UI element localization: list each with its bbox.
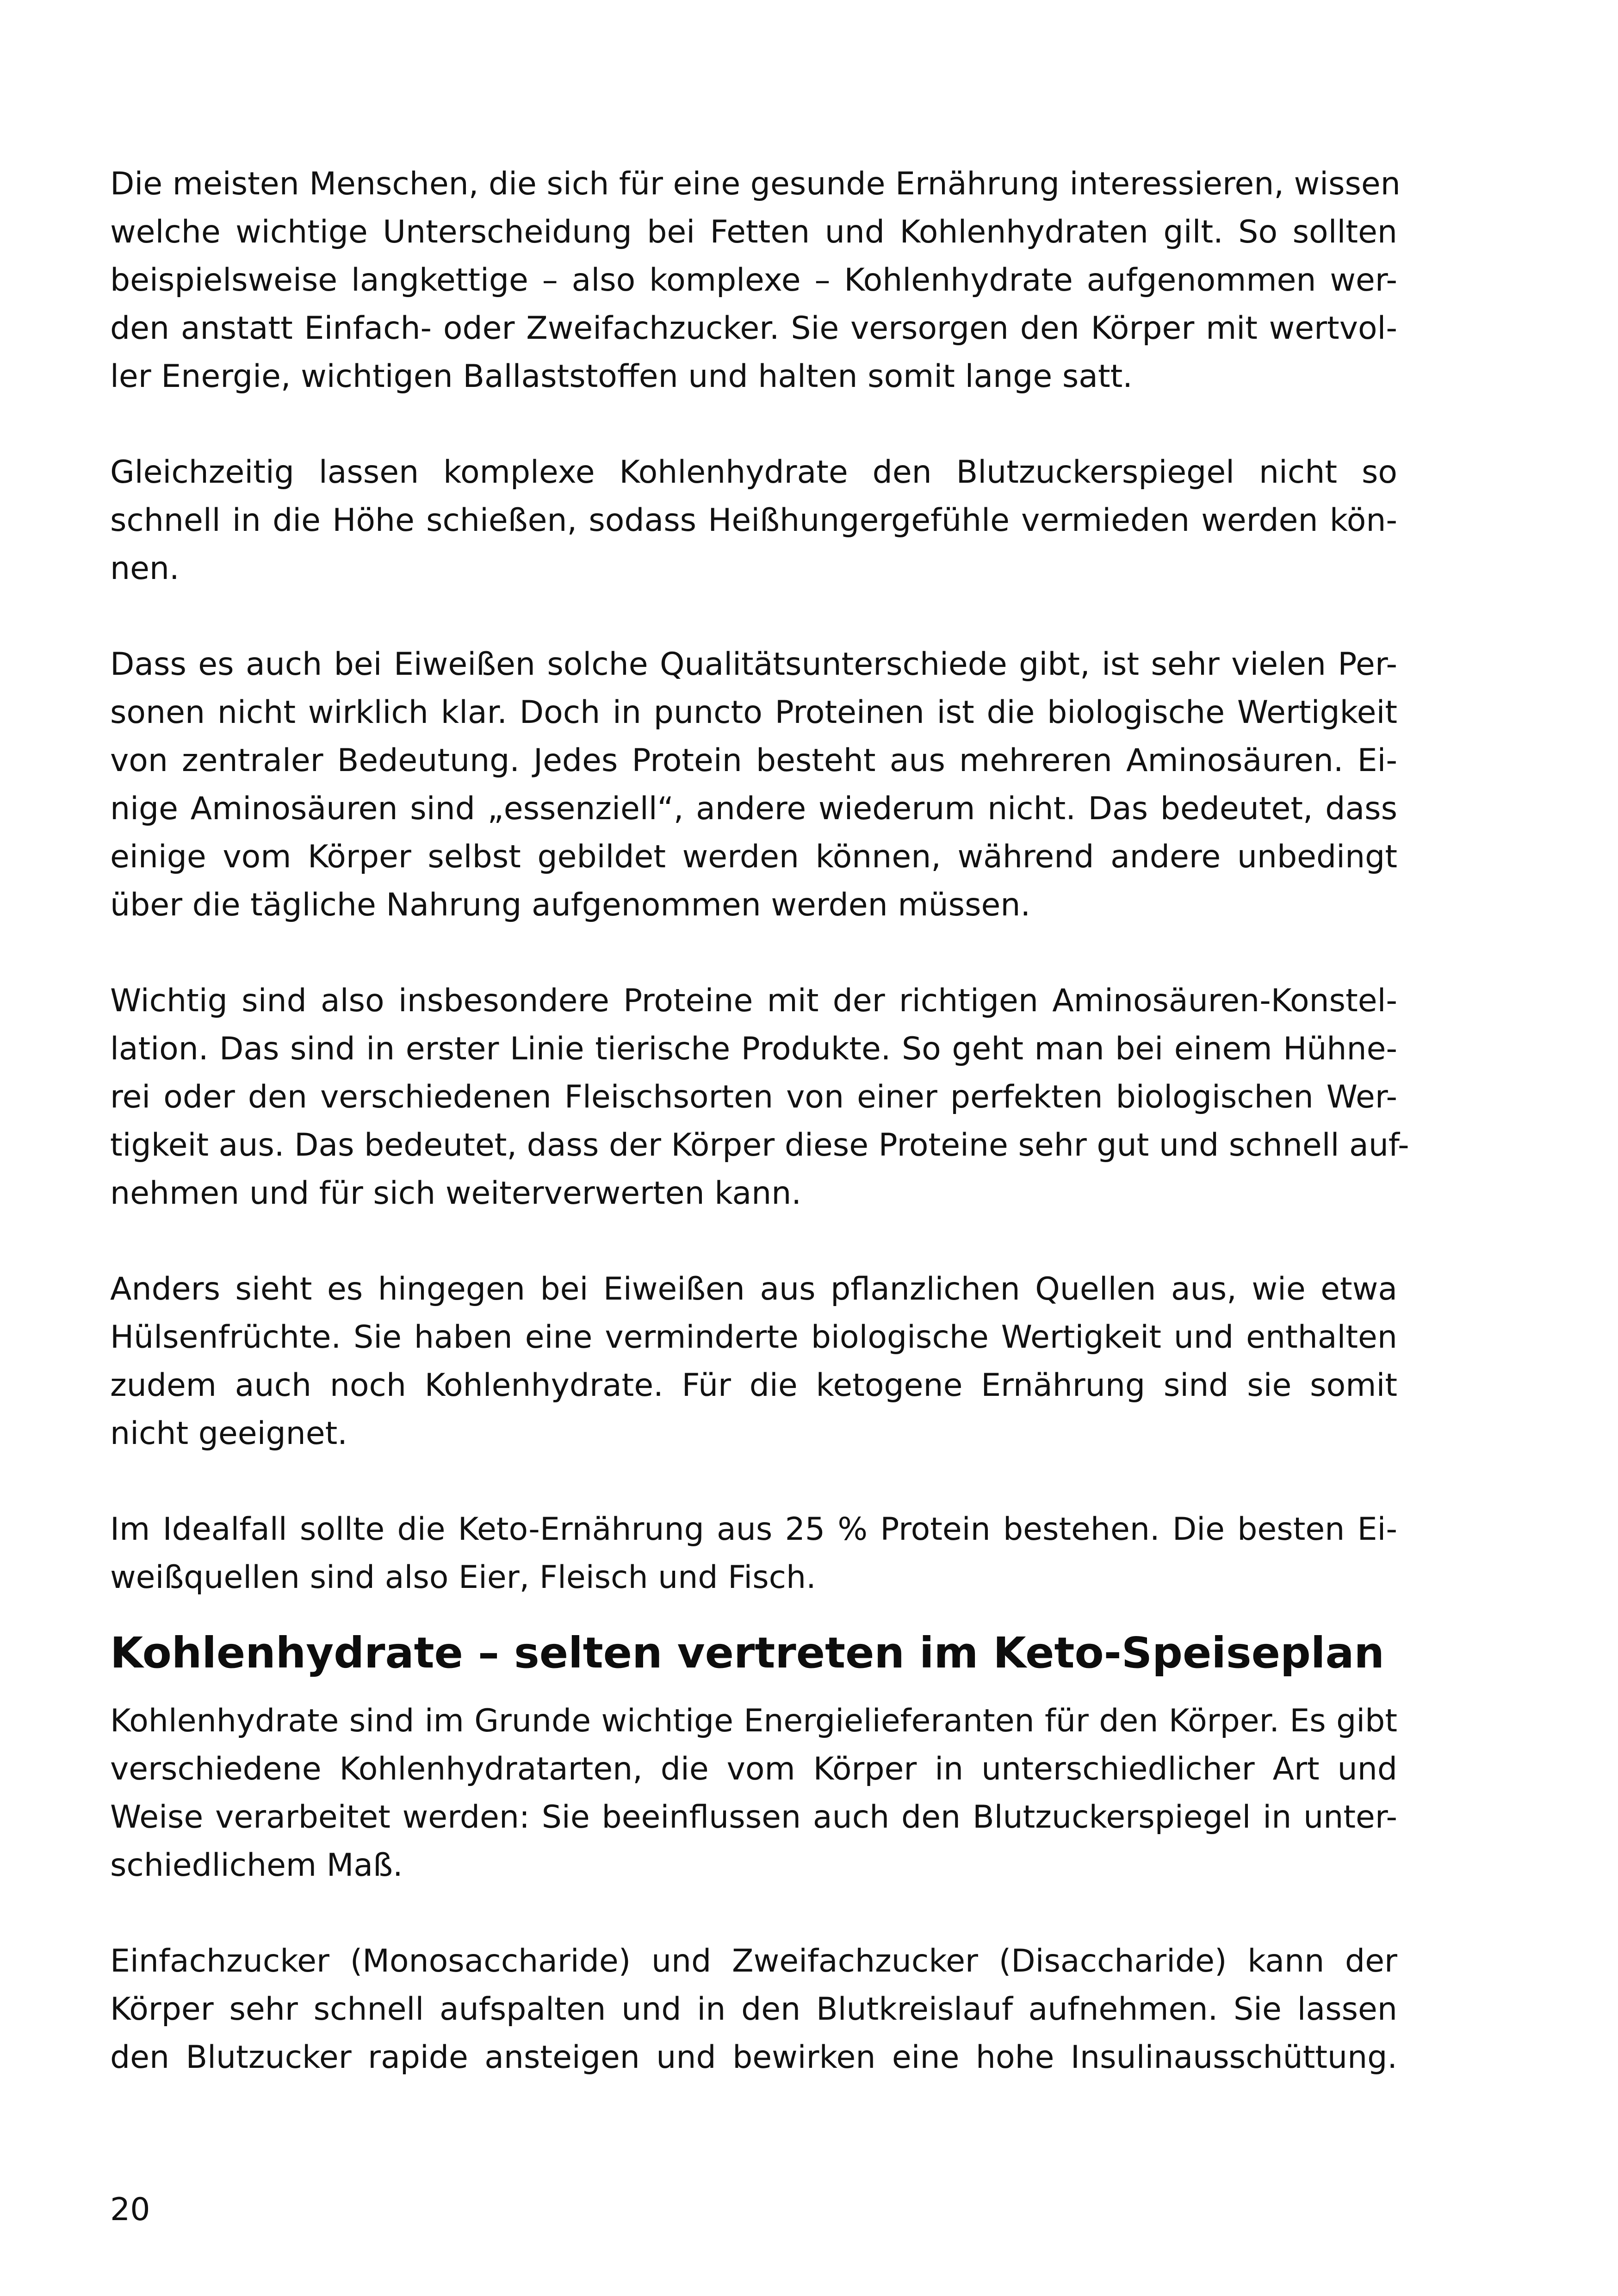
page-content	[110, 160, 1409, 2129]
text-line: Weise verarbeitet werden: Sie beeinflussen auch den Blutzuckerspiegel in unter-	[110, 1799, 1397, 1836]
text-line: Körper sehr schnell aufspalten und in den Blutkreislauf aufnehmen. Sie lassen	[110, 1991, 1397, 2028]
text-line: lation. Das sind in erster Linie tierische Produkte. So geht man bei einem Hühne-	[110, 1031, 1397, 1067]
text-line: nicht geeignet.	[110, 1415, 347, 1452]
text-line: von zentraler Bedeutung. Jedes Protein besteht aus mehreren Aminosäuren. Ei-	[110, 742, 1397, 779]
text-line: nehmen und für sich weiterverwerten kann.	[110, 1175, 801, 1212]
page-number: 20	[110, 2191, 150, 2228]
paragraph-3	[110, 641, 1397, 929]
text-line: Gleichzeitig lassen komplexe Kohlenhydrate den Blutzuckerspiegel nicht so	[110, 454, 1397, 491]
text-line: Wichtig sind also insbesondere Proteine mit der richtigen Aminosäuren-Konstel-	[110, 983, 1397, 1019]
text-line: den Blutzucker rapide ansteigen und bewirken eine hohe Insulinausschüttung.	[110, 2039, 1397, 2076]
paragraph-2	[110, 448, 1397, 593]
text-line: beispielsweise langkettige – also komplexe – Kohlenhydrate aufgenommen wer-	[110, 262, 1397, 299]
text-line: tigkeit aus. Das bedeutet, dass der Körper diese Proteine sehr gut und schnell auf-	[110, 1127, 1409, 1164]
paragraph-4	[110, 977, 1409, 1218]
text-line: Einfachzucker (Monosaccharide) und Zweifachzucker (Disaccharide) kann der	[110, 1943, 1397, 1979]
text-line: Hülsenfrüchte. Sie haben eine verminderte biologische Wertigkeit und enthalten	[110, 1319, 1397, 1356]
paragraph-6	[110, 1506, 1397, 1602]
text-line: schiedlichem Maß.	[110, 1847, 403, 1884]
text-line: welche wichtige Unterscheidung bei Fetten und Kohlenhydraten gilt. So sollten	[110, 214, 1397, 250]
text-line: ler Energie, wichtigen Ballaststoffen und halten somit lange satt.	[110, 358, 1133, 395]
text-line: über die tägliche Nahrung aufgenommen werden müssen.	[110, 887, 1031, 923]
text-line: einige vom Körper selbst gebildet werden können, während andere unbedingt	[110, 839, 1397, 875]
text-line: nige Aminosäuren sind „essenziell“, andere wiederum nicht. Das bedeutet, dass	[110, 790, 1397, 827]
text-line: schnell in die Höhe schießen, sodass Heißhungergefühle vermieden werden kön-	[110, 502, 1397, 539]
text-line: nen.	[110, 550, 180, 587]
paragraph-5	[110, 1265, 1397, 1458]
text-line: Anders sieht es hingegen bei Eiweißen aus pflanzlichen Quellen aus, wie etwa	[110, 1271, 1397, 1307]
text-line: Im Idealfall sollte die Keto-Ernährung aus 25 % Protein bestehen. Die besten Ei-	[110, 1511, 1397, 1548]
text-line: rei oder den verschiedenen Fleischsorten von einer perfekten biologischen Wer-	[110, 1079, 1397, 1115]
paragraph-1	[110, 160, 1401, 401]
section-paragraph-1	[110, 1697, 1397, 1890]
text-line: sonen nicht wirklich klar. Doch in puncto Proteinen ist die biologische Wertigkeit	[110, 694, 1397, 731]
text-line: Die meisten Menschen, die sich für eine gesunde Ernährung interessieren, wissen	[110, 166, 1401, 202]
text-line: zudem auch noch Kohlenhydrate. Für die ketogene Ernährung sind sie somit	[110, 1367, 1397, 1404]
section-paragraph-2	[110, 1937, 1397, 2082]
text-line: Kohlenhydrate sind im Grunde wichtige Energielieferanten für den Körper. Es gibt	[110, 1703, 1397, 1739]
text-line: Dass es auch bei Eiweißen solche Qualitätsunterschiede gibt, ist sehr vielen Per-	[110, 646, 1397, 683]
section-heading: Kohlenhydrate – selten vertreten im Keto-Speiseplan	[110, 1628, 1385, 1678]
text-line: den anstatt Einfach- oder Zweifachzucker. Sie versorgen den Körper mit wertvol-	[110, 310, 1397, 347]
text-line: weißquellen sind also Eier, Fleisch und Fisch.	[110, 1559, 816, 1596]
text-line: verschiedene Kohlenhydratarten, die vom Körper in unterschiedlicher Art und	[110, 1751, 1397, 1787]
